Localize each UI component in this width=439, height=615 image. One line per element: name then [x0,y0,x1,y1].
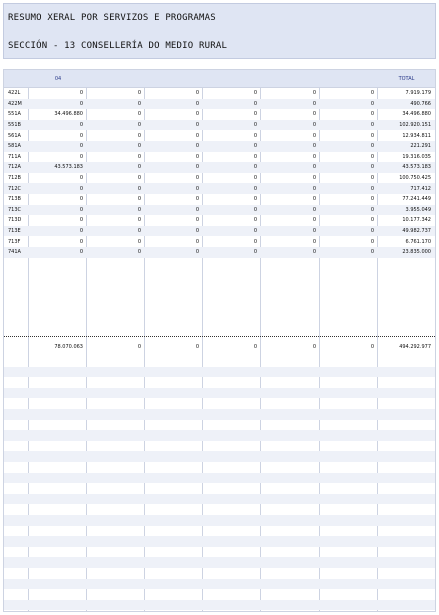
empty-row [4,409,435,420]
value-cell: 0 [195,206,199,213]
column-header: 04 [54,75,62,82]
total-cell: 23.835.000 [402,249,431,256]
table-row [4,236,435,247]
program-code: 713B [8,196,21,203]
program-code: 551B [8,122,21,129]
table-row [4,173,435,184]
value-cell: 0 [253,228,257,235]
table-row [4,130,435,141]
value-cell: 0 [312,185,316,192]
value-cell: 0 [312,238,316,245]
value-cell: 0 [312,196,316,203]
grand-total: 494.292.977 [399,344,431,350]
program-code: 712B [8,175,21,182]
empty-row [4,494,435,505]
value-cell: 0 [195,249,199,256]
value-cell: 34.496.880 [54,111,83,118]
value-cell: 0 [195,217,199,224]
value-cell: 0 [137,143,141,150]
table-row [4,141,435,152]
program-code: 581A [8,143,21,150]
empty-row [4,610,435,612]
empty-row [4,473,435,484]
value-cell: 0 [312,100,316,107]
value-cell: 0 [253,196,257,203]
value-cell: 0 [312,206,316,213]
empty-row [4,441,435,452]
total-cell: 102.920.151 [399,122,431,129]
totals-row [4,341,435,353]
value-cell: 0 [79,153,83,160]
value-cell: 0 [370,206,374,213]
value-cell: 0 [370,196,374,203]
total-cell: 10.177.342 [402,217,431,224]
value-cell: 0 [253,206,257,213]
value-cell: 0 [137,206,141,213]
value-cell: 0 [370,249,374,256]
value-cell: 0 [312,175,316,182]
value-cell: 0 [370,90,374,97]
value-cell: 0 [79,185,83,192]
report-header [3,3,436,59]
program-code: 741A [8,249,21,256]
value-cell: 0 [253,249,257,256]
table-row [4,215,435,226]
program-code: 551A [8,111,21,118]
value-cell: 0 [195,122,199,129]
value-cell: 0 [253,185,257,192]
value-cell: 0 [137,100,141,107]
value-cell: 0 [312,90,316,97]
value-cell: 0 [137,185,141,192]
value-cell: 0 [312,143,316,150]
empty-row [4,504,435,515]
total-cell: 77.241.449 [402,196,431,203]
total-cell: 12.934.811 [402,132,431,139]
value-cell: 0 [312,228,316,235]
value-cell: 0 [137,90,141,97]
value-cell: 0 [312,217,316,224]
program-code: 422L [8,90,21,97]
table-row [4,88,435,99]
value-cell: 0 [195,238,199,245]
column-header [320,70,378,87]
value-cell: 0 [370,111,374,118]
value-cell: 0 [370,217,374,224]
table-row [4,109,435,120]
column-header [87,70,145,87]
program-code: 712A [8,164,21,171]
value-cell: 0 [137,249,141,256]
value-cell: 0 [195,196,199,203]
total-cell: 34.496.880 [402,111,431,118]
table-row [4,194,435,205]
value-cell: 0 [312,132,316,139]
totals-cell: 0 [312,344,316,350]
value-cell: 0 [253,175,257,182]
totals-cell: 0 [253,344,257,350]
empty-row [4,600,435,611]
value-cell: 0 [137,153,141,160]
empty-row [4,526,435,537]
value-cell: 0 [195,185,199,192]
column-header: TOTAL [398,75,415,82]
value-cell: 0 [79,122,83,129]
value-cell: 0 [79,238,83,245]
value-cell: 0 [137,164,141,171]
value-cell: 0 [79,100,83,107]
empty-row [4,451,435,462]
empty-row [4,462,435,473]
column-header [145,70,203,87]
value-cell: 0 [253,143,257,150]
value-cell: 0 [79,175,83,182]
totals-cell: 0 [137,344,141,350]
empty-row [4,589,435,600]
table-row [4,152,435,163]
value-cell: 0 [312,249,316,256]
value-cell: 0 [137,132,141,139]
value-cell: 0 [370,100,374,107]
empty-row [4,483,435,494]
value-cell: 0 [253,122,257,129]
value-cell: 0 [370,185,374,192]
value-cell: 0 [79,206,83,213]
program-code: 711A [8,153,21,160]
value-cell: 0 [312,153,316,160]
value-cell: 0 [253,217,257,224]
table-row [4,99,435,110]
summary-table [3,69,436,612]
total-cell: 100.750.425 [399,175,431,182]
value-cell: 0 [253,111,257,118]
column-header [203,70,261,87]
value-cell: 0 [195,132,199,139]
value-cell: 0 [137,228,141,235]
value-cell: 0 [195,143,199,150]
value-cell: 0 [137,175,141,182]
value-cell: 0 [370,122,374,129]
table-row [4,183,435,194]
totals-separator [4,336,435,337]
total-cell: 19.316.035 [402,153,431,160]
column-header [261,70,320,87]
total-cell: 7.919.179 [405,90,431,97]
total-cell: 221.291 [410,143,431,150]
value-cell: 0 [79,196,83,203]
value-cell: 0 [195,228,199,235]
value-cell: 0 [312,122,316,129]
table-row [4,205,435,216]
table-row [4,120,435,131]
program-code: 422M [8,100,22,107]
empty-row [4,515,435,526]
total-cell: 3.955.049 [405,206,431,213]
value-cell: 0 [370,164,374,171]
value-cell: 0 [370,153,374,160]
value-cell: 0 [137,196,141,203]
totals-cell: 78.070.063 [54,344,83,350]
value-cell: 0 [195,90,199,97]
value-cell: 43.573.183 [54,164,83,171]
value-cell: 0 [195,100,199,107]
value-cell: 0 [195,164,199,171]
value-cell: 0 [253,164,257,171]
value-cell: 0 [79,132,83,139]
value-cell: 0 [312,111,316,118]
column-header [4,70,29,87]
empty-row [4,557,435,568]
section-title: SECCIÓN - 13 CONSELLERÍA DO MEDIO RURAL [8,41,228,51]
value-cell: 0 [253,90,257,97]
empty-row [4,398,435,409]
empty-row [4,377,435,388]
program-code: 712C [8,185,22,192]
report-title: RESUMO XERAL POR SERVIZOS E PROGRAMAS [8,13,216,23]
program-code: 713D [8,217,22,224]
empty-row [4,568,435,579]
empty-row [4,430,435,441]
table-row [4,226,435,237]
table-row [4,247,435,258]
value-cell: 0 [253,238,257,245]
program-code: 713E [8,228,21,235]
value-cell: 0 [79,90,83,97]
totals-cell: 0 [195,344,199,350]
program-code: 713C [8,206,22,213]
empty-row [4,356,435,367]
value-cell: 0 [370,175,374,182]
value-cell: 0 [79,143,83,150]
empty-row [4,547,435,558]
empty-row [4,579,435,590]
value-cell: 0 [137,238,141,245]
value-cell: 0 [312,164,316,171]
table-row [4,162,435,173]
value-cell: 0 [137,122,141,129]
value-cell: 0 [370,238,374,245]
total-cell: 43.573.183 [402,164,431,171]
table-header [4,70,435,88]
empty-row [4,420,435,431]
total-cell: 6.761.170 [405,238,431,245]
value-cell: 0 [195,111,199,118]
totals-cell: 0 [370,344,374,350]
totals-cell [4,341,29,353]
value-cell: 0 [195,175,199,182]
value-cell: 0 [370,228,374,235]
value-cell: 0 [79,228,83,235]
total-cell: 717.412 [410,185,431,192]
value-cell: 0 [370,132,374,139]
program-code: 713F [8,238,21,245]
value-cell: 0 [137,111,141,118]
empty-row [4,536,435,547]
value-cell: 0 [79,217,83,224]
value-cell: 0 [195,153,199,160]
total-cell: 49.982.737 [402,228,431,235]
value-cell: 0 [253,100,257,107]
program-code: 561A [8,132,21,139]
value-cell: 0 [137,217,141,224]
value-cell: 0 [79,249,83,256]
empty-row [4,388,435,399]
value-cell: 0 [253,153,257,160]
empty-row [4,367,435,378]
value-cell: 0 [370,143,374,150]
value-cell: 0 [253,132,257,139]
total-cell: 490.766 [410,100,431,107]
